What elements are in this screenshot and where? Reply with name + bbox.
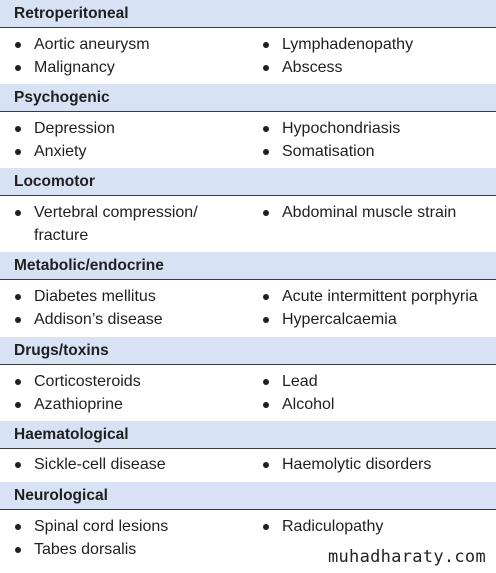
- section-header-neurological: Neurological: [0, 482, 496, 510]
- right-column: [262, 202, 494, 225]
- list-item: Anxiety: [14, 141, 244, 164]
- list-item: Lead: [262, 371, 494, 394]
- section-body-metabolic-endocrine: [0, 280, 496, 337]
- section-body-retroperitoneal: [0, 28, 496, 84]
- left-column: [14, 516, 244, 561]
- section-header-retroperitoneal: Retroperitoneal: [0, 0, 496, 28]
- right-column: [262, 516, 494, 539]
- list-item: Spinal cord lesions: [14, 516, 244, 539]
- left-column: [14, 34, 244, 79]
- right-column: [262, 371, 494, 416]
- left-column: [14, 202, 244, 247]
- list-item: Tabes dorsalis: [14, 539, 244, 562]
- list-item: Abdominal muscle strain: [262, 202, 494, 225]
- right-column: [262, 286, 494, 331]
- list-item: Somatisation: [262, 141, 494, 164]
- list-item: Hypercalcaemia: [262, 309, 494, 332]
- list-item: Radiculopathy: [262, 516, 494, 539]
- list-item: Acute intermittent porphyria: [262, 286, 494, 309]
- list-item: Lymphadenopathy: [262, 34, 494, 57]
- right-column: [262, 118, 494, 163]
- right-column: [262, 454, 494, 477]
- section-header-locomotor: Locomotor: [0, 168, 496, 196]
- section-body-locomotor: [0, 196, 496, 252]
- list-item: Depression: [14, 118, 244, 141]
- list-item: Hypochondriasis: [262, 118, 494, 141]
- section-header-drugs-toxins: Drugs/toxins: [0, 337, 496, 365]
- left-column: [14, 454, 244, 477]
- list-item: Azathioprine: [14, 394, 244, 417]
- list-item: Sickle-cell disease: [14, 454, 244, 477]
- list-item: Vertebral compression/ fracture: [14, 202, 224, 247]
- left-column: [14, 286, 244, 331]
- list-item: Addison’s disease: [14, 309, 244, 332]
- section-body-psychogenic: [0, 112, 496, 168]
- list-item: Diabetes mellitus: [14, 286, 244, 309]
- list-item: Alcohol: [262, 394, 494, 417]
- section-header-metabolic-endocrine: Metabolic/endocrine: [0, 252, 496, 280]
- list-item: Malignancy: [14, 57, 244, 80]
- watermark: muhadharaty.com: [327, 547, 486, 567]
- right-column: [262, 34, 494, 79]
- section-body-drugs-toxins: [0, 365, 496, 421]
- list-item: Abscess: [262, 57, 494, 80]
- section-header-psychogenic: Psychogenic: [0, 84, 496, 112]
- list-item: Haemolytic disorders: [262, 454, 494, 477]
- section-header-haematological: Haematological: [0, 421, 496, 449]
- left-column: [14, 371, 244, 416]
- left-column: [14, 118, 244, 163]
- section-body-haematological: [0, 449, 496, 482]
- list-item: Corticosteroids: [14, 371, 244, 394]
- list-item: Aortic aneurysm: [14, 34, 244, 57]
